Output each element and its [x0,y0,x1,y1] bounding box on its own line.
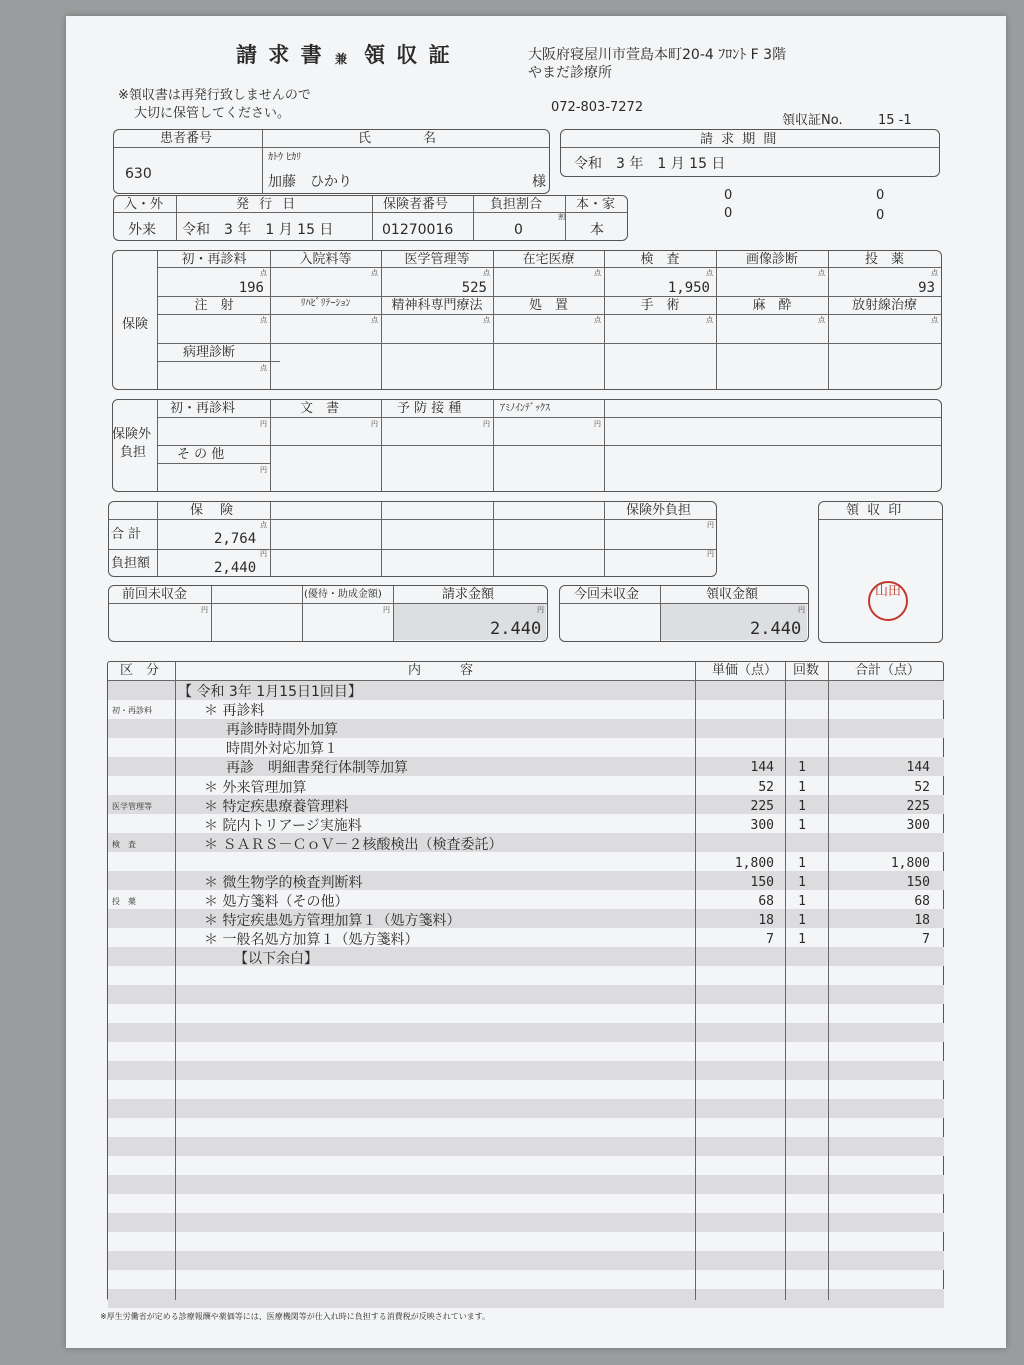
row-content: ＊ 特定疾患処方管理加算１（処方箋料） [204,913,461,930]
insurance-row2-unit-1: 点 [371,316,378,324]
table-row [108,912,943,931]
table-row [108,759,943,778]
insurance-row1-unit-4: 点 [706,269,713,277]
non-ins-unit-1: 円 [260,420,267,428]
row-content: 【 令和 3年 1月15日1回目】 [178,684,362,700]
patient-name: 加藤 ひかり [268,174,352,190]
insurance-row1-label-6: 投 薬 [864,252,904,267]
insurance-row1-value-6: 93 [918,280,935,296]
non-ins-other-label: そ の 他 [177,447,225,462]
patient-id-label: 患者番号 [160,131,213,146]
row-content: ＊ 処方箋料（その他） [204,894,349,911]
non-ins-header-1: 初・再診料 [170,401,236,416]
table-stripe [108,1213,944,1232]
row-count: 1 [798,913,806,929]
insurance-row2-unit-6: 点 [931,316,938,324]
issue-date-label: 発 行 日 [236,197,299,212]
row-content: 時間外対応加算１ [226,741,338,758]
insurance-row2-unit-3: 点 [594,316,601,324]
row-unit-price: 1,800 [734,855,774,871]
row-content: ＊ 外来管理加算 [204,779,307,796]
curr-unpaid-label: 今回未収金 [574,587,640,602]
row-total: 52 [914,779,930,795]
received-unit: 円 [798,606,805,614]
burden-value: 2,440 [214,560,257,576]
insurance-row1-label-5: 画像診断 [745,252,798,267]
insurance-row2-label-1: ﾘﾊﾋﾞﾘﾃｰｼｮﾝ [300,298,351,309]
row-category: 投 薬 [112,897,136,907]
billed-amount-label: 請求金額 [442,587,495,602]
inout-label: 入・外 [124,197,164,212]
extra-zero-4: 0 [876,208,885,223]
pathology-label: 病理診断 [183,345,236,360]
billing-period-label: 請 求 期 間 [700,132,779,147]
row-content: ＊ 再診料 [204,703,265,720]
extra-zero-2: 0 [876,188,885,203]
table-stripe [108,1099,944,1118]
table-row [108,855,943,874]
document-title-connector: 兼 [335,52,348,66]
insurance-row1-unit-1: 点 [371,269,378,277]
insurance-row1-unit-3: 点 [594,269,601,277]
row-total: 1,800 [890,855,930,871]
insurance-row1-label-4: 検 査 [640,252,680,267]
row-unit-price: 18 [758,913,774,929]
subsidy-label: (優待・助成金額) [304,589,382,600]
row-unit-price: 225 [750,798,774,814]
non-ins-header-4: ｱﾐﾉｲﾝﾃﾞｯｸｽ [500,403,550,414]
ratio-unit: 割 [558,213,565,221]
table-stripe [108,1289,944,1308]
row-total: 144 [906,760,930,776]
table-row [108,874,943,893]
billing-period-value: 令和 3 年 1 月 15 日 [574,156,726,172]
detail-header-count: 回数 [793,663,820,678]
row-unit-price: 68 [758,894,774,910]
insurance-row1-label-1: 入院料等 [299,252,352,267]
clinic-address: 大阪府寝屋川市萱島本町20-4 ﾌﾛﾝﾄ F 3階 [528,47,787,63]
insurance-row2-unit-5: 点 [818,316,825,324]
non-ins-total-unit: 円 [707,521,714,529]
receipt-no: 15 -1 [878,113,912,128]
row-category: 初・再診料 [112,706,152,716]
row-content: ＊ 特定疾患療養管理料 [204,798,349,815]
table-row [108,950,943,969]
table-stripe [108,1175,944,1194]
footer-note: ※厚生労働省が定める診療報酬や薬価等には、医療機関等が仕入れ時に負担する消費税が反映されています。 [100,1312,491,1321]
totals-insurance-label: 保 険 [190,503,236,518]
billed-amount-value: 2.440 [490,619,542,639]
clinic-name: やまだ診療所 [528,65,612,81]
non-ins-burden-unit: 円 [707,550,714,558]
insurance-row1-label-2: 医学管理等 [404,252,470,267]
table-row [108,798,943,817]
insurance-row1-value-0: 196 [238,280,264,296]
row-count: 1 [798,798,806,814]
table-row [108,721,943,740]
insurer-label: 保険者番号 [383,197,449,212]
row-content: ＊ 微生物学的検査判断料 [204,875,363,891]
detail-header-category: 区 分 [120,663,160,678]
row-category: 検 査 [112,839,136,849]
row-content: ＊ 院内トリアージ実施料 [204,817,362,834]
insurance-row2-label-4: 手 術 [640,298,680,313]
document-title: 請 求 書 [236,43,324,67]
row-count: 1 [798,875,806,890]
table-row [108,817,943,836]
table-row [108,683,943,702]
row-count: 1 [798,855,806,871]
row-category: 医学管理等 [112,801,152,811]
burden-unit: 円 [260,550,267,558]
clinic-phone: 072-803-7272 [551,100,644,115]
detail-header-content: 内 容 [408,663,474,678]
row-total: 150 [906,875,930,890]
row-total: 300 [906,817,930,833]
row-total: 7 [922,932,930,948]
insurer-number: 01270016 [382,222,454,238]
insurance-row2-unit-0: 点 [260,316,267,324]
patient-kana: ｶﾄｳ ﾋｶﾘ [268,152,302,163]
row-count: 1 [798,779,806,795]
billed-unit: 円 [537,606,544,614]
stamp-box [818,501,943,643]
issue-date: 令和 3 年 1 月 15 日 [182,222,334,238]
ratio-label: 負担割合 [490,197,543,212]
insurance-section-label: 保険 [122,317,149,332]
patient-id: 630 [125,166,152,182]
stamp-label: 領 収 印 [846,503,904,518]
table-row [108,740,943,759]
table-stripe [108,1023,944,1042]
row-count: 1 [798,894,806,910]
insurance-row1-unit-2: 点 [483,269,490,277]
prev-unpaid-label: 前回未収金 [122,587,188,602]
pathology-unit: 点 [260,364,267,372]
insurance-row2-label-3: 処 置 [528,298,568,313]
honorific: 様 [532,174,546,190]
row-count: 1 [798,932,806,948]
received-amount-label: 領収金額 [706,587,759,602]
row-content: ＊ ＳＡＲＳ－ＣｏＶ－２核酸検出（検査委託） [204,836,503,853]
row-count: 1 [798,760,806,776]
table-row [108,931,943,950]
row-content: 再診 明細書発行体制等加算 [226,760,408,777]
prev-unpaid-unit: 円 [201,606,208,614]
extra-zero-1: 0 [724,188,733,203]
row-content: 再診時時間外加算 [226,722,338,739]
table-row [108,702,943,721]
table-stripe [108,1137,944,1156]
receipt-stamp: 山田 [868,581,908,621]
insurance-row2-label-5: 麻 酔 [752,298,792,313]
totals-non-insurance-label: 保険外負担 [626,503,692,518]
non-ins-unit-4: 円 [594,420,601,428]
row-unit-price: 300 [750,817,774,833]
honke-value: 本 [590,222,604,238]
received-amount-value: 2.440 [750,619,802,639]
insurance-row1-label-0: 初・再診料 [181,252,247,267]
insurance-row2-label-2: 精神科専門療法 [391,298,483,313]
table-stripe [108,985,944,1004]
row-content: 【以下余白】 [234,951,318,968]
patient-name-label: 氏 名 [358,131,437,146]
row-unit-price: 144 [750,760,774,776]
document-subtitle: 領 収 証 [364,43,452,67]
insurance-row1-value-4: 1,950 [667,280,710,296]
row-count: 1 [798,817,806,833]
row-total: 18 [914,913,930,929]
total-label: 合 計 [111,527,142,542]
extra-zero-3: 0 [724,206,733,221]
non-ins-unit-2: 円 [371,420,378,428]
non-ins-header-2: 文 書 [300,401,340,416]
detail-header-total: 合計（点） [855,663,921,678]
row-unit-price: 52 [758,779,774,795]
row-content: ＊ 一般名処方加算１（処方箋料） [204,932,419,949]
insurance-row1-unit-6: 点 [931,269,938,277]
table-stripe [108,1061,944,1080]
total-unit: 点 [260,521,267,529]
subsidy-unit: 円 [383,606,390,614]
insurance-row2-unit-2: 点 [483,316,490,324]
insurance-row1-unit-0: 点 [260,269,267,277]
table-row [108,779,943,798]
non-insurance-label-2: 負担 [120,445,147,460]
table-row [108,836,943,855]
non-insurance-label-1: 保険外 [112,427,152,442]
insurance-row1-label-3: 在宅医療 [522,252,575,267]
non-ins-header-3: 予 防 接 種 [397,401,462,416]
notice-line-1: ※領収書は再発行致しませんので [118,88,311,103]
non-ins-other-unit: 円 [260,466,267,474]
insurance-row1-unit-5: 点 [818,269,825,277]
insurance-row1-value-2: 525 [461,280,487,296]
ratio-value: 0 [514,222,523,238]
insurance-row2-label-6: 放射線治療 [851,298,917,313]
honke-label: 本・家 [576,197,616,212]
insurance-row2-unit-4: 点 [706,316,713,324]
table-stripe [108,1251,944,1270]
row-unit-price: 150 [750,875,774,890]
row-unit-price: 7 [766,932,774,948]
receipt-no-label: 領収証No. [782,113,843,128]
insurance-row2-label-0: 注 射 [194,298,234,313]
burden-label: 負担額 [111,556,151,571]
row-total: 68 [914,894,930,910]
total-value: 2,764 [214,531,257,547]
notice-line-2: 大切に保管してください。 [134,106,291,121]
non-ins-unit-3: 円 [483,420,490,428]
row-total: 225 [906,798,930,814]
inout-value: 外来 [128,222,156,238]
table-row [108,893,943,912]
detail-header-unit-price: 単価（点） [712,663,778,678]
